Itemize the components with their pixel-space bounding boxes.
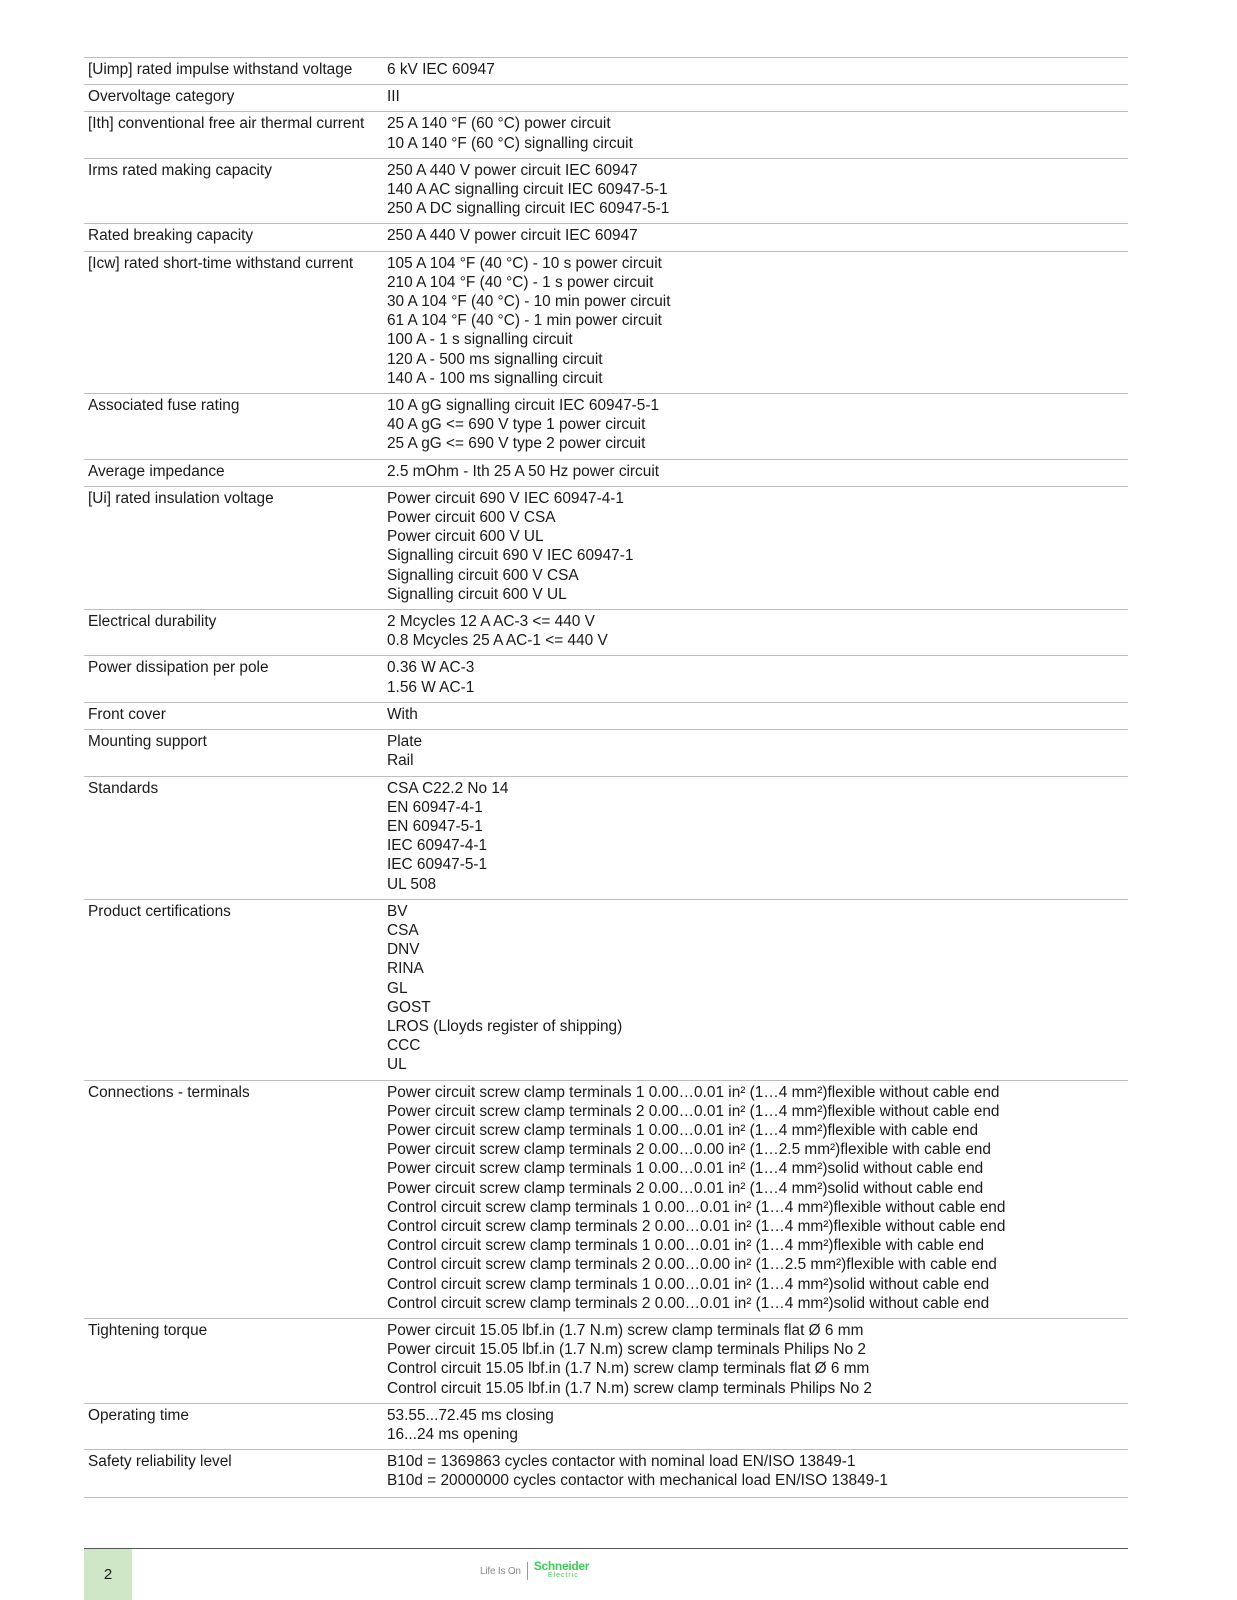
spec-label: [Icw] rated short-time withstand current [84,251,384,393]
spec-value-line: IEC 60947-5-1 [387,856,488,874]
brand-tagline: Life Is On [480,1565,521,1577]
spec-label: [Ith] conventional free air thermal current [84,112,384,158]
spec-value-line: UL [387,1056,407,1074]
spec-label: Connections - terminals [84,1080,384,1318]
spec-value-line: IEC 60947-4-1 [387,837,488,855]
spec-row [84,486,1128,609]
spec-label: Mounting support [84,730,384,776]
spec-value-line: Control circuit 15.05 lbf.in (1.7 N.m) screw clamp terminals Philips No 2 [387,1379,872,1397]
spec-row [84,85,1128,112]
spec-value-line: DNV [387,941,420,959]
spec-table [84,57,1128,1498]
spec-value-line: Power circuit 690 V IEC 60947-4-1 [387,489,624,507]
spec-value [384,112,1128,158]
spec-value-line: BV [387,902,408,920]
spec-row [84,730,1128,776]
spec-row [84,224,1128,251]
spec-label: Product certifications [84,899,384,1080]
spec-value-line: GL [387,979,408,997]
spec-row [84,112,1128,158]
spec-value [384,730,1128,776]
spec-value-line: 0.36 W AC-3 [387,659,475,677]
spec-value-line: Control circuit screw clamp terminals 2 0.00…0.00 in² (1…2.5 mm²)flexible with cable end [387,1256,997,1274]
spec-value-line: III [387,88,400,106]
spec-value [384,394,1128,460]
spec-label: Average impedance [84,459,384,486]
spec-value [384,776,1128,899]
spec-value-line: B10d = 1369863 cycles contactor with nominal load EN/ISO 13849-1 [387,1453,856,1471]
brand-sub: Electric [547,1572,579,1579]
spec-value-line: Control circuit screw clamp terminals 2 0.00…0.01 in² (1…4 mm²)solid without cable end [387,1294,990,1312]
spec-value-line: 25 A 140 °F (60 °C) power circuit [387,115,611,133]
spec-value-line: Power circuit 15.05 lbf.in (1.7 N.m) screw clamp terminals flat Ø 6 mm [387,1321,864,1339]
spec-row [84,899,1128,1080]
spec-value-line: Signalling circuit 690 V IEC 60947-1 [387,547,634,565]
spec-value-line: 140 A - 100 ms signalling circuit [387,369,603,387]
spec-value-line: 210 A 104 °F (40 °C) - 1 s power circuit [387,273,654,291]
spec-value-line: Control circuit screw clamp terminals 1 0.00…0.01 in² (1…4 mm²)flexible with cable end [387,1237,985,1255]
spec-sheet [84,57,1128,1498]
spec-value-line: Power circuit 600 V CSA [387,509,556,527]
spec-label: Rated breaking capacity [84,224,384,251]
spec-value [384,702,1128,729]
spec-value [384,656,1128,702]
spec-value-line: Power circuit screw clamp terminals 1 0.00…0.01 in² (1…4 mm²)solid without cable end [387,1160,984,1178]
spec-row [84,158,1128,224]
spec-value-line: UL 508 [387,875,437,893]
spec-table-body [84,58,1128,1498]
spec-label: Standards [84,776,384,899]
spec-value-line: RINA [387,960,424,978]
spec-label: Tightening torque [84,1318,384,1403]
spec-value [384,1403,1128,1449]
spec-label: [Uimp] rated impulse withstand voltage [84,58,384,85]
spec-value-line: 1.56 W AC-1 [387,678,475,696]
spec-label: Operating time [84,1403,384,1449]
spec-value-line: 40 A gG <= 690 V type 1 power circuit [387,416,646,434]
spec-value-line: Control circuit screw clamp terminals 1 0.00…0.01 in² (1…4 mm²)solid without cable end [387,1275,990,1293]
spec-value-line: 10 A 140 °F (60 °C) signalling circuit [387,134,633,152]
spec-row [84,251,1128,393]
spec-value [384,486,1128,609]
spec-value-line: Power circuit screw clamp terminals 2 0.00…0.01 in² (1…4 mm²)solid without cable end [387,1179,984,1197]
spec-label: Front cover [84,702,384,729]
brand-logo [480,1561,589,1581]
spec-row [84,58,1128,85]
spec-value-line: CSA C22.2 No 14 [387,779,509,797]
spec-value-line: CSA [387,921,419,939]
spec-value [384,1318,1128,1403]
spec-value-line: B10d = 20000000 cycles contactor with mechanical load EN/ISO 13849-1 [387,1472,888,1490]
spec-value-line: 140 A AC signalling circuit IEC 60947-5-1 [387,181,668,199]
spec-value-line: 2 Mcycles 12 A AC-3 <= 440 V [387,613,595,631]
spec-value [384,1450,1128,1497]
spec-row [84,459,1128,486]
spec-value-line: Power circuit 15.05 lbf.in (1.7 N.m) screw clamp terminals Philips No 2 [387,1341,866,1359]
schneider-logo [534,1561,589,1581]
spec-value-line: GOST [387,998,431,1016]
spec-value-line: Plate [387,733,423,751]
spec-value-line: 61 A 104 °F (40 °C) - 1 min power circuit [387,312,662,330]
spec-row [84,394,1128,460]
spec-value-line: With [387,705,418,723]
spec-value-line: Power circuit screw clamp terminals 1 0.00…0.01 in² (1…4 mm²)flexible with cable end [387,1121,979,1139]
spec-row [84,1403,1128,1449]
spec-value [384,1080,1128,1318]
spec-label: Safety reliability level [84,1450,384,1497]
spec-value-line: Control circuit screw clamp terminals 2 0.00…0.01 in² (1…4 mm²)flexible without cable end [387,1217,1006,1235]
spec-value-line: 16...24 ms opening [387,1426,518,1443]
page-number: 2 [84,1549,132,1600]
spec-label: Power dissipation per pole [84,656,384,702]
spec-row [84,1318,1128,1403]
spec-value-line: 10 A gG signalling circuit IEC 60947-5-1 [387,397,660,415]
spec-label: [Ui] rated insulation voltage [84,486,384,609]
spec-value-line: Power circuit screw clamp terminals 2 0.00…0.01 in² (1…4 mm²)flexible without cable end [387,1102,1000,1120]
spec-value-line: 250 A 440 V power circuit IEC 60947 [387,161,638,179]
spec-value [384,899,1128,1080]
spec-value-line: 105 A 104 °F (40 °C) - 10 s power circuit [387,254,662,272]
spec-value-line: 25 A gG <= 690 V type 2 power circuit [387,435,646,453]
spec-value-line: 250 A DC signalling circuit IEC 60947-5-1 [387,200,670,218]
spec-value-line: Power circuit 600 V UL [387,528,544,546]
spec-value-line: EN 60947-4-1 [387,798,483,816]
spec-value [384,58,1128,85]
spec-value-line: Rail [387,752,414,770]
spec-value-line: Power circuit screw clamp terminals 2 0.00…0.00 in² (1…2.5 mm²)flexible with cable end [387,1141,991,1159]
spec-value-line: 30 A 104 °F (40 °C) - 10 min power circuit [387,293,671,311]
spec-value [384,251,1128,393]
spec-label: Associated fuse rating [84,394,384,460]
spec-value [384,85,1128,112]
spec-row [84,656,1128,702]
spec-label: Electrical durability [84,610,384,656]
spec-value-line: Control circuit 15.05 lbf.in (1.7 N.m) screw clamp terminals flat Ø 6 mm [387,1360,870,1378]
spec-value-line: Power circuit screw clamp terminals 1 0.00…0.01 in² (1…4 mm²)flexible without cable end [387,1083,1000,1101]
spec-label: Overvoltage category [84,85,384,112]
spec-value-line: Signalling circuit 600 V CSA [387,566,579,584]
spec-value-line: 250 A 440 V power circuit IEC 60947 [387,227,638,245]
spec-value-line: 100 A - 1 s signalling circuit [387,331,573,349]
footer-divider [84,1548,1128,1549]
spec-row [84,610,1128,656]
spec-value-line: 0.8 Mcycles 25 A AC-1 <= 440 V [387,632,608,650]
spec-value-line: Signalling circuit 600 V UL [387,585,567,603]
spec-row [84,776,1128,899]
brand-separator [527,1562,528,1580]
spec-value-line: 120 A - 500 ms signalling circuit [387,350,603,368]
spec-label: Irms rated making capacity [84,158,384,224]
spec-value [384,158,1128,224]
spec-row [84,702,1128,729]
spec-value-line: 2.5 mOhm - Ith 25 A 50 Hz power circuit [387,462,660,480]
spec-value [384,610,1128,656]
spec-value [384,459,1128,486]
spec-value-line: EN 60947-5-1 [387,817,483,835]
spec-value-line: Control circuit screw clamp terminals 1 0.00…0.01 in² (1…4 mm²)flexible without cable end [387,1198,1006,1216]
spec-value-line: 53.55...72.45 ms closing [387,1406,554,1424]
spec-value-line: LROS (Lloyds register of shipping) [387,1017,623,1035]
brand-name: Schneider [533,1559,590,1573]
spec-value [384,224,1128,251]
spec-row [84,1080,1128,1318]
spec-row [84,1450,1128,1497]
spec-value-line: CCC [387,1037,421,1055]
spec-value-line: 6 kV IEC 60947 [387,61,495,78]
